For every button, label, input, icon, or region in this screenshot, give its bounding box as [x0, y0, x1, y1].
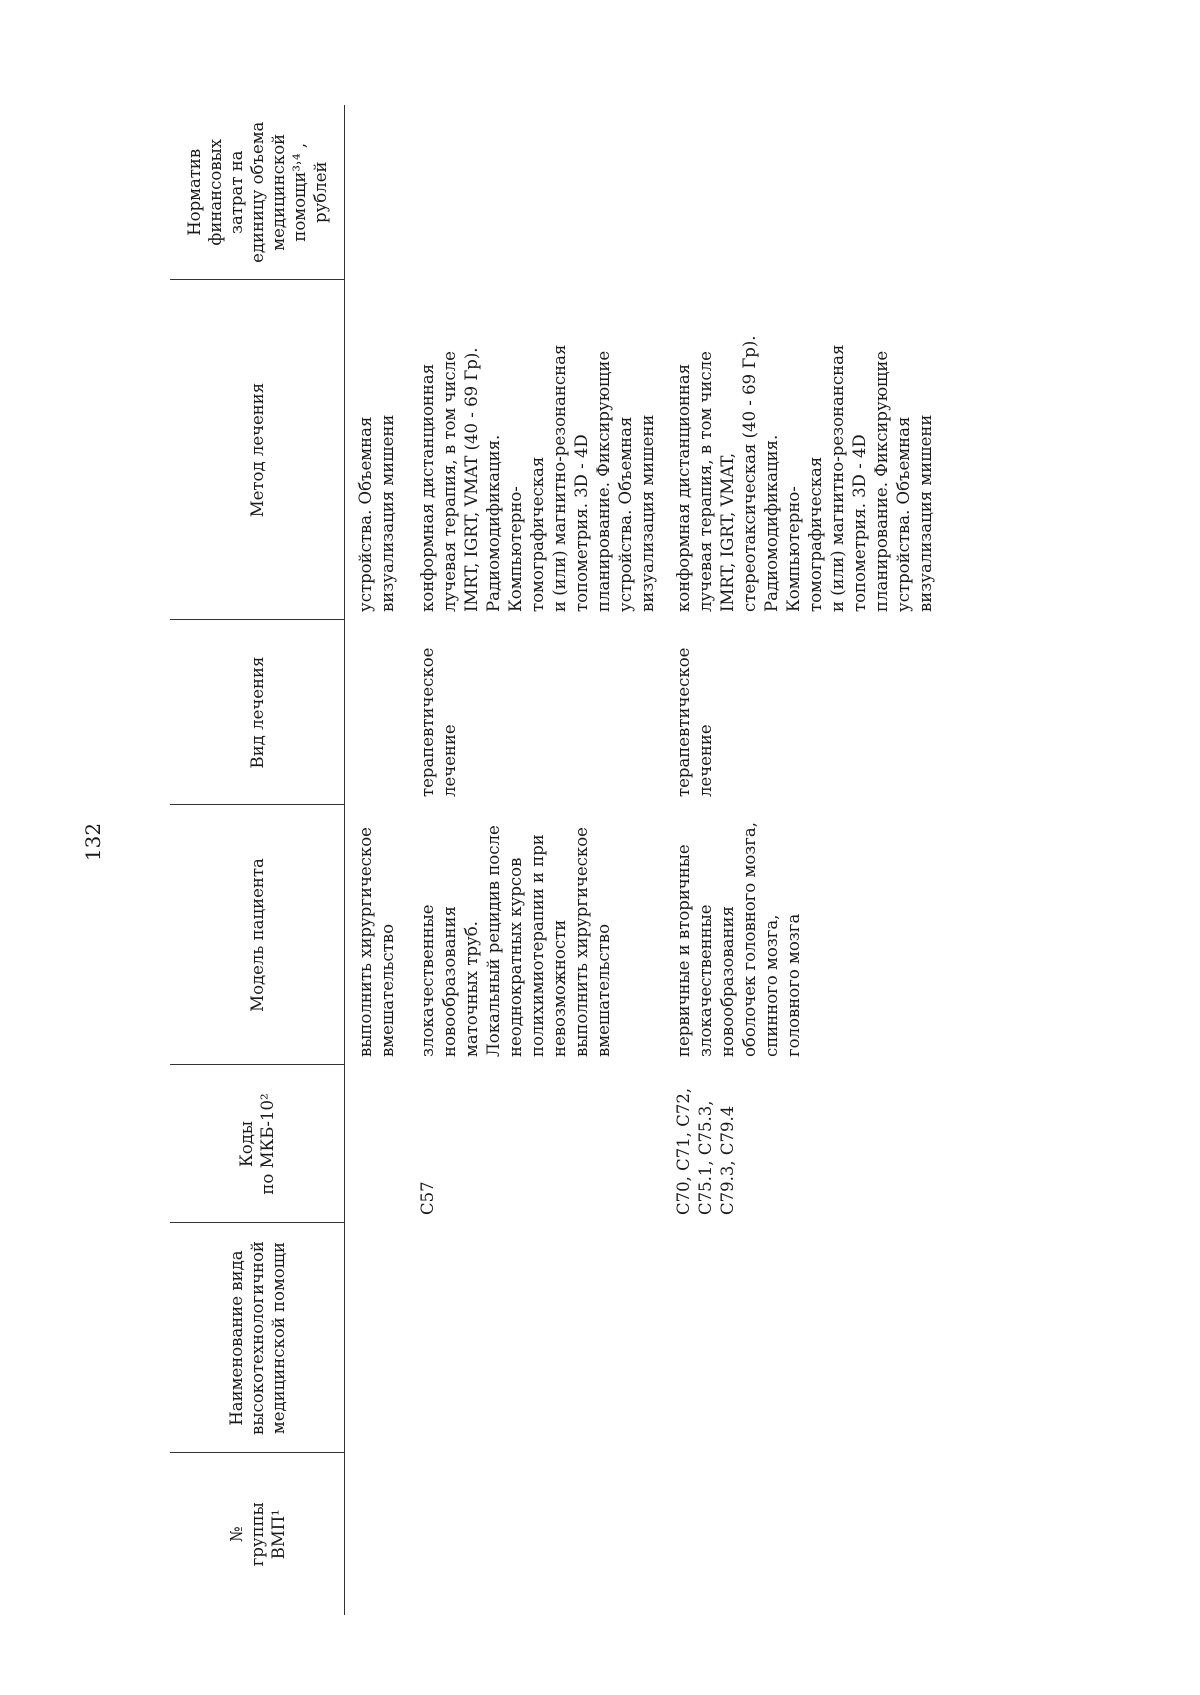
cell-icd-codes: С57 — [418, 1181, 437, 1215]
cell-icd-codes: С70, С71, С72, С75.1, С75.3, С79.3, С79.4 — [674, 1087, 737, 1215]
cell-care-type — [409, 1223, 665, 1453]
rotated-page-content — [170, 105, 1010, 1615]
header-patient-model: Модель пациента — [170, 805, 345, 1065]
cell-care-type — [345, 1223, 410, 1453]
cell-patient-model: первичные и вторичные злокачественные новообразования оболочек головного мозга, спинного мозга, головного мозга — [674, 822, 803, 1057]
cell-icd-codes — [345, 1065, 410, 1223]
page-number: 132 — [81, 822, 105, 862]
cell-treatment-kind: терапевтическое лечение — [674, 647, 715, 797]
cell-patient-model: выполнить хирургическое вмешательство — [356, 827, 397, 1057]
table-header-row — [170, 105, 345, 1615]
header-group-number: № группы ВМП¹ — [170, 1453, 345, 1615]
table-row — [665, 105, 943, 1615]
cell-cost-standard — [345, 105, 410, 280]
cell-care-type — [665, 1223, 943, 1453]
header-care-type: Наименование вида высокотехнологичной медицинской помощи — [170, 1223, 345, 1453]
cell-cost-standard — [409, 105, 665, 280]
header-cost-standard: Норматив финансовых затрат на единицу объема медицинской помощи³˒⁴ , рублей — [170, 105, 345, 280]
cell-treatment-kind — [345, 620, 410, 805]
cell-group-number — [345, 1453, 410, 1615]
vmp-table — [170, 105, 943, 1615]
cell-group-number — [409, 1453, 665, 1615]
cell-treatment-method: устройства. Объемная визуализация мишени — [356, 414, 397, 612]
cell-treatment-kind: терапевтическое лечение — [418, 647, 459, 797]
header-icd-codes: Коды по МКБ-10² — [170, 1065, 345, 1223]
cell-patient-model: злокачественные новообразования маточных труб. Локальный рецидив после неоднократных курсов полихимиотерапии и при невозможности выполнить хирургическое вмешательство — [418, 825, 613, 1057]
table-row — [409, 105, 665, 1615]
cell-treatment-method: конформная дистанционная лучевая терапия, в том числе IMRT, IGRT, VMAT (40 - 69 Гр). Радиомодификация. Компьютерно- томографическая и (или) магнитно-резонансная топометрия. 3D - 4D планирование. Фиксирующие устройства. Объемная визуализация мишени — [418, 344, 657, 612]
cell-group-number — [665, 1453, 943, 1615]
cell-cost-standard — [665, 105, 943, 280]
header-treatment-method: Метод лечения — [170, 280, 345, 620]
cell-treatment-method: конформная дистанционная лучевая терапия, в том числе IMRT, IGRT, VMAT, стереотаксическая (40 - 69 Гр). Радиомодификация. Компьютерно- томографическая и (или) магнитно-резонансная топометрия. 3D - 4D планирование. Фиксирующие устройства. Объемная визуализация мишени — [674, 335, 935, 612]
header-treatment-kind: Вид лечения — [170, 620, 345, 805]
table-row — [345, 105, 410, 1615]
